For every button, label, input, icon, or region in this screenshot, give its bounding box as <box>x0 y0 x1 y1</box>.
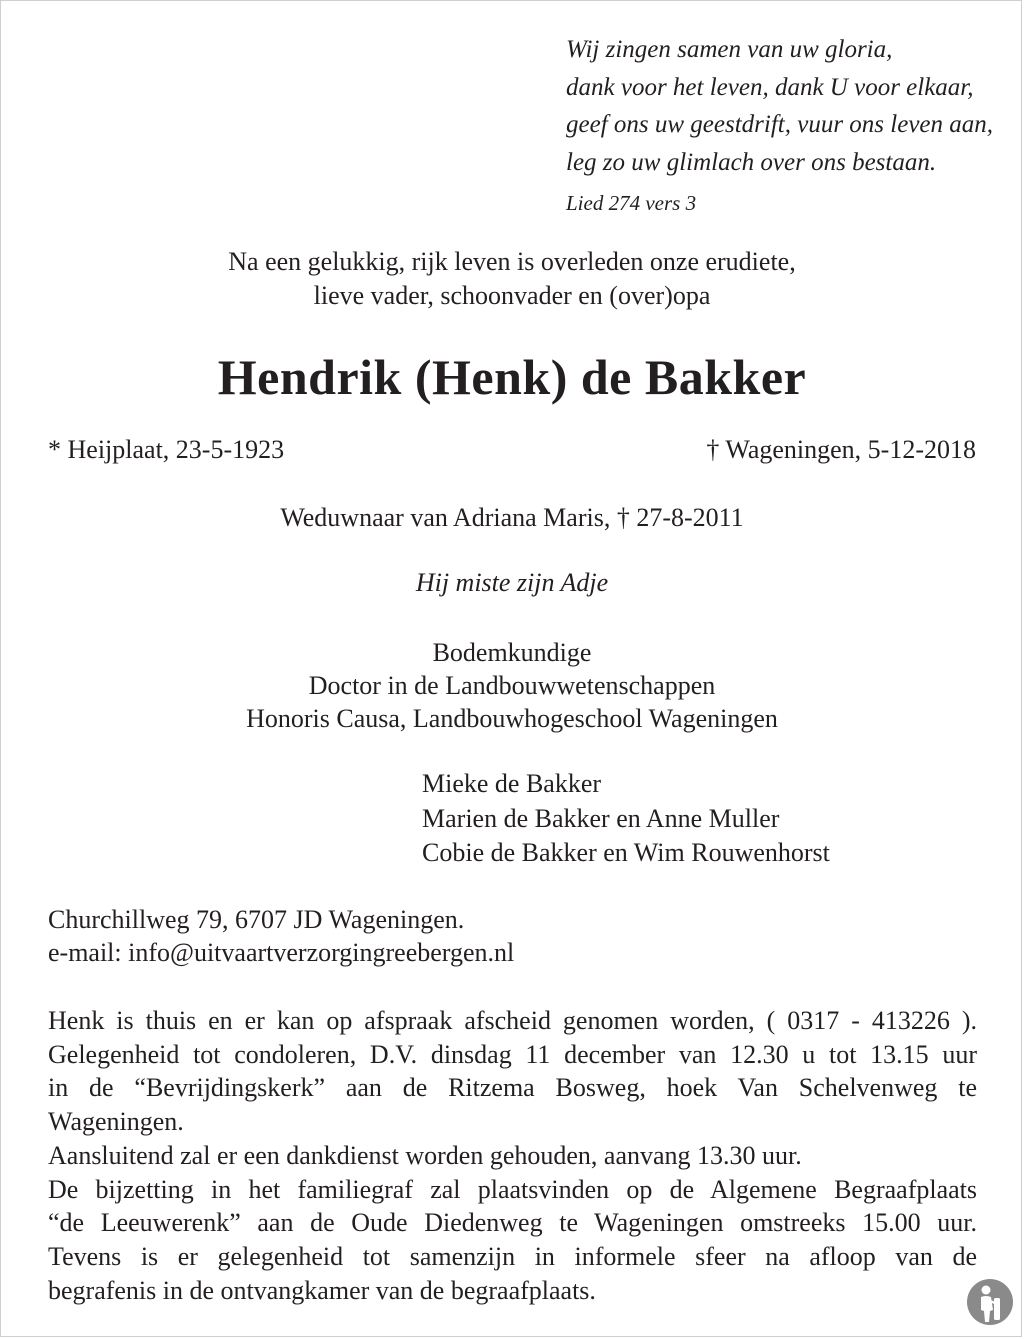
hymn-verse <box>566 31 1006 218</box>
family-list <box>422 767 830 871</box>
verse-line-2: dank voor het leven, dank U voor elkaar, <box>566 73 974 101</box>
deceased-name: Hendrik (Henk) de Bakker <box>217 349 807 405</box>
verse-reference: Lied 274 vers 3 <box>566 191 697 215</box>
family-member: Marien de Bakker en Anne Muller <box>422 803 780 833</box>
intro-line-1: Na een gelukkig, rijk leven is overleden onze erudiete, <box>228 247 796 276</box>
intro-line-2: lieve vader, schoonvader en (over)opa <box>313 281 711 310</box>
birth-info: * Heijplaat, 23-5-1923 <box>48 435 285 464</box>
details-line: begrafenis in de ontvangkamer van de begraafplaats. <box>48 1275 596 1305</box>
verse-line-1: Wij zingen samen van uw gloria, <box>566 36 893 63</box>
details-line: Gelegenheid tot condoleren, D.V. dinsdag 11 december van 12.30 u tot 13.15 uur <box>48 1039 977 1069</box>
intro-text <box>1 245 1023 313</box>
widower-line: Weduwnaar van Adriana Maris, † 27-8-2011 <box>280 503 744 532</box>
details-line: in de “Bevrijdingskerk” aan de Ritzema Bosweg, hoek Van Schelvenweg te <box>48 1073 977 1103</box>
title-line: Doctor in de Landbouwwetenschappen <box>308 671 716 700</box>
death-info: † Wageningen, 5-12-2018 <box>706 435 976 464</box>
title-line: Bodemkundige <box>432 638 592 667</box>
email-address[interactable]: e-mail: info@uitvaartverzorgingreebergen.nl <box>48 938 515 967</box>
verse-line-3: geef ons uw geestdrift, vuur ons leven aan, <box>566 111 994 138</box>
details-line: Henk is thuis en er kan op afspraak afscheid genomen worden, ( 0317 - 413226 ). <box>48 1006 977 1035</box>
family-member: Cobie de Bakker en Wim Rouwenhorst <box>422 838 830 867</box>
verse-line-4: leg zo uw glimlach over ons bestaan. <box>566 148 937 176</box>
details-line: “de Leeuwerenk” aan de Oude Diedenweg te Wageningen omstreeks 15.00 uur. <box>48 1208 977 1238</box>
details-line: Wageningen. <box>48 1107 184 1137</box>
memorial-figure-icon <box>966 1278 1014 1326</box>
details-line: Tevens is er gelegenheid tot samenzijn in informele sfeer na afloop van de <box>48 1241 977 1271</box>
family-member: Mieke de Bakker <box>422 769 602 798</box>
street-address: Churchillweg 79, 6707 JD Wageningen. <box>48 905 465 934</box>
details-line: Aansluitend zal er een dankdienst worden gehouden, aanvang 13.30 uur. <box>48 1140 802 1170</box>
motto-line: Hij miste zijn Adje <box>415 568 609 597</box>
title-line: Honoris Causa, Landbouwhogeschool Wageningen <box>246 704 778 733</box>
funeral-details <box>48 1004 977 1307</box>
details-line: De bijzetting in het familiegraf zal plaatsvinden op de Algemene Begraafplaats <box>48 1174 977 1204</box>
professional-titles <box>1 636 1023 735</box>
contact-address <box>48 903 514 969</box>
